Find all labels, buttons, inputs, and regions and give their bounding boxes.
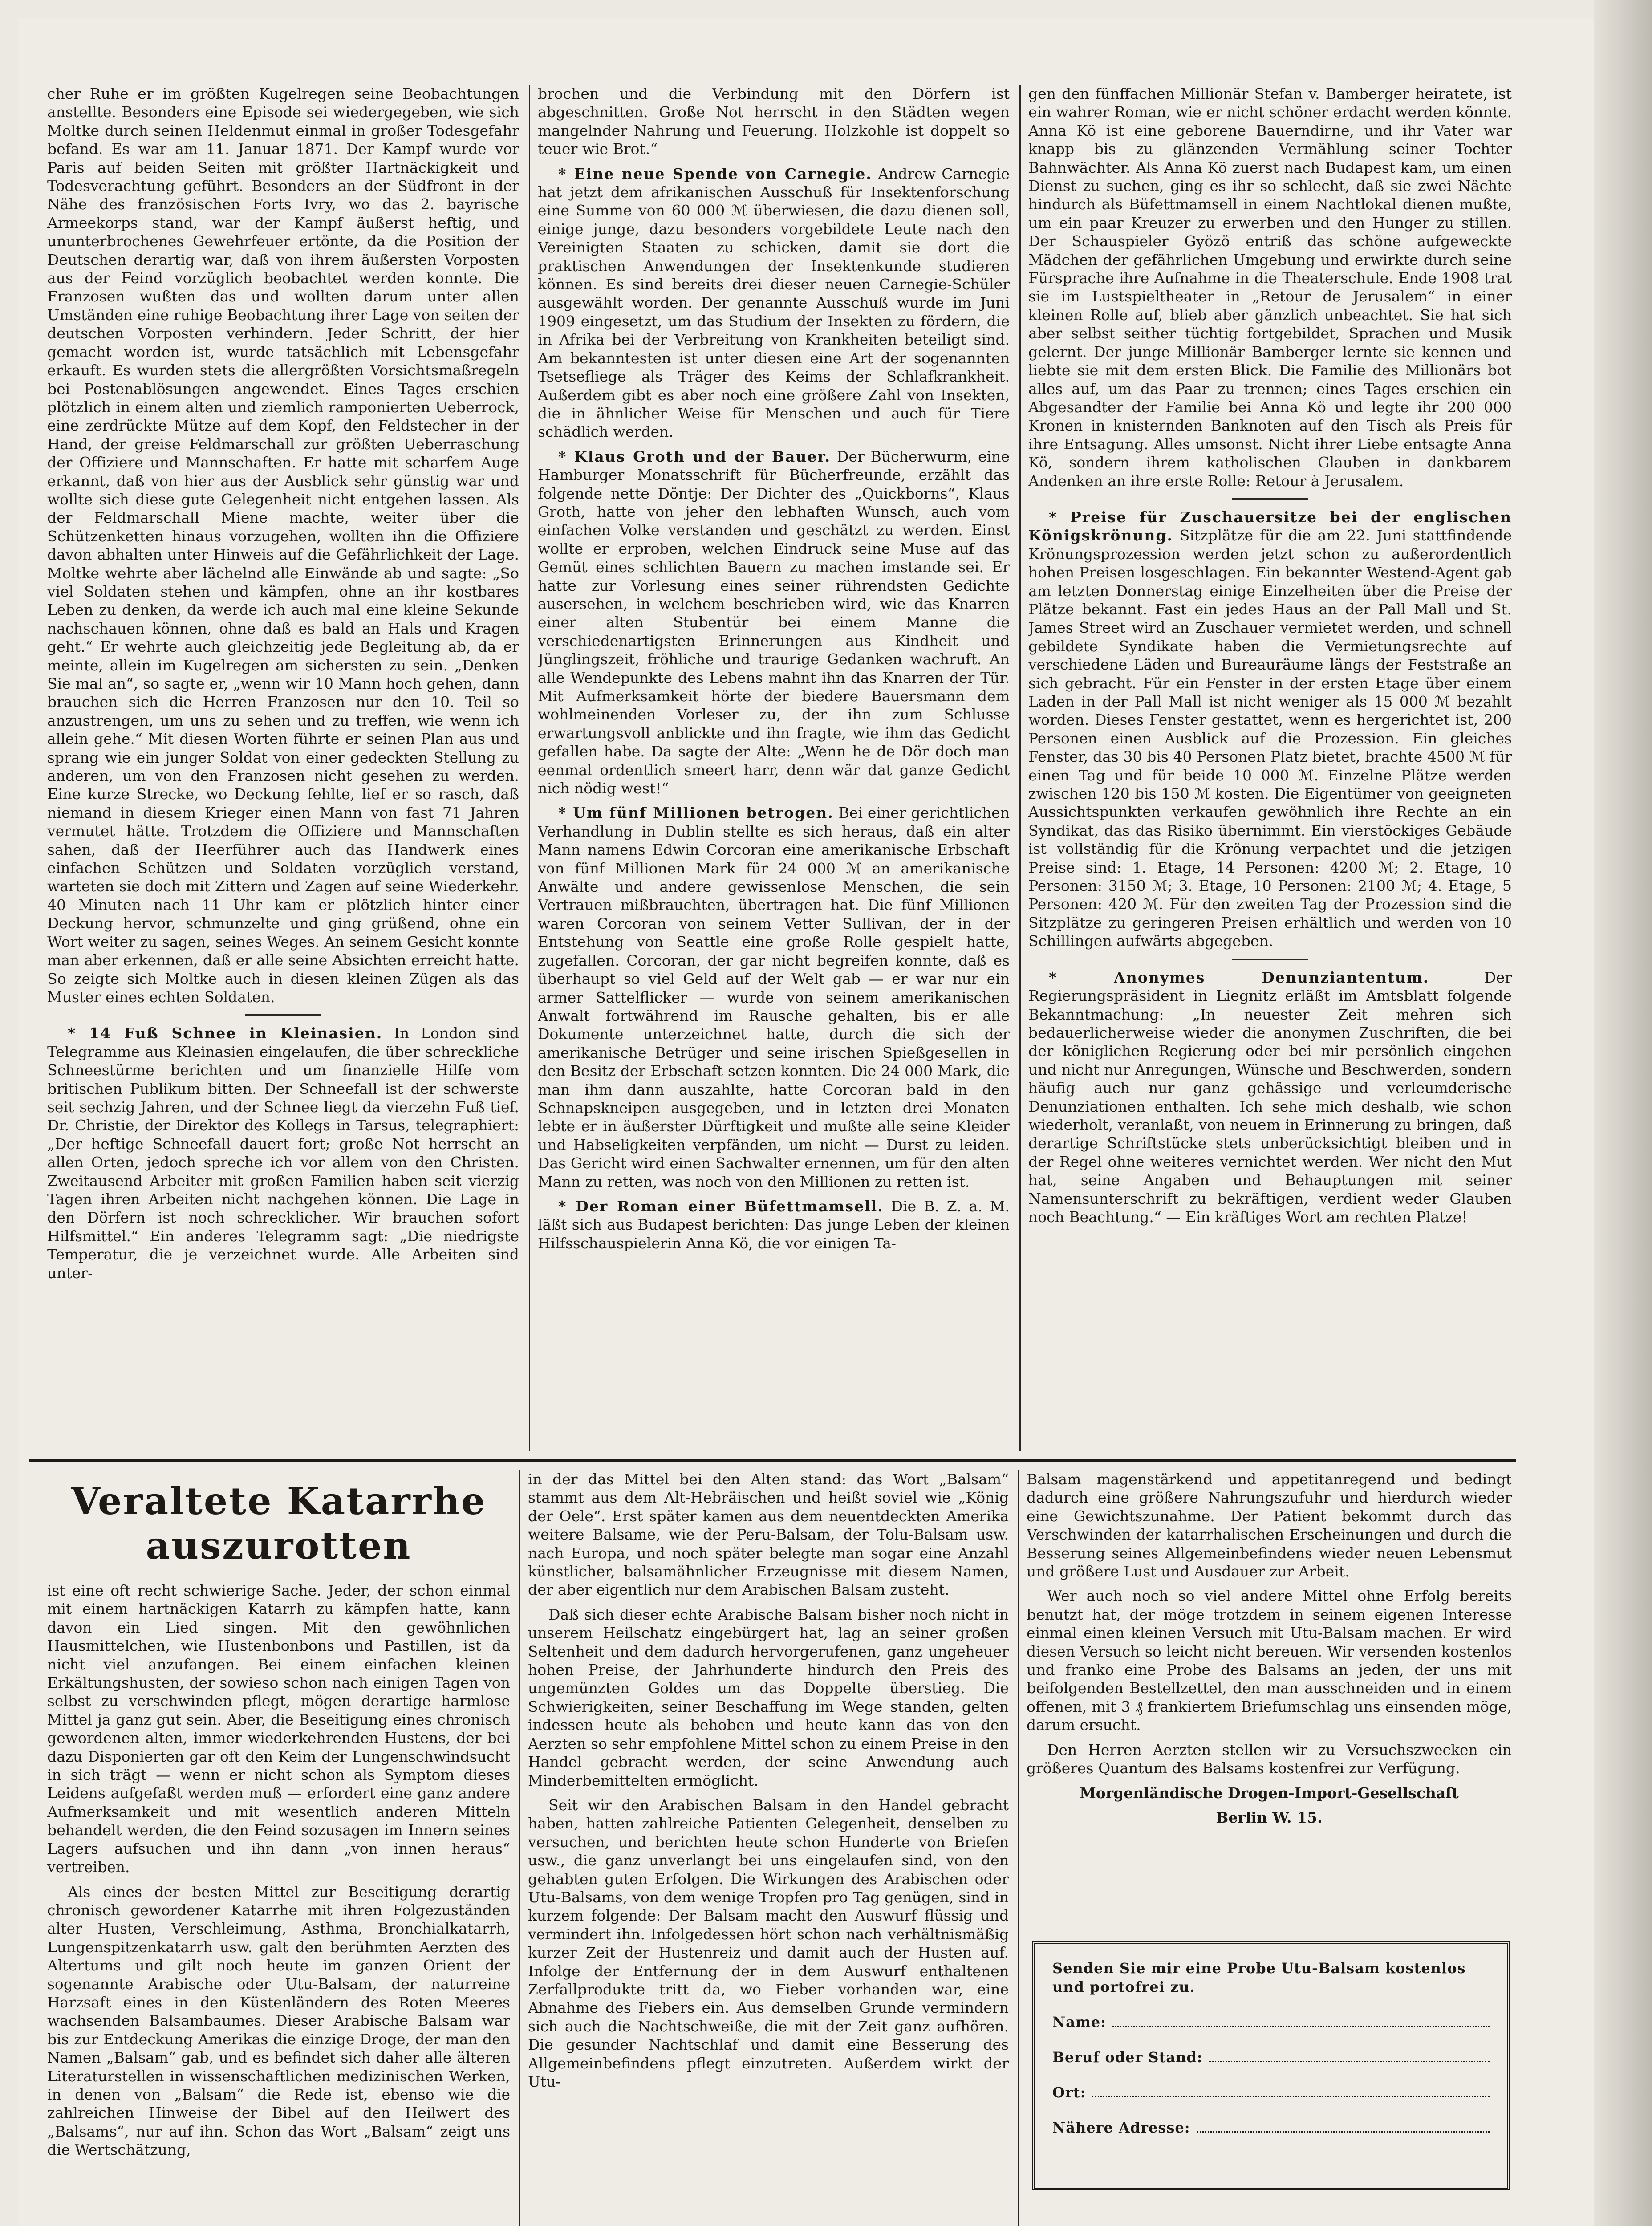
newspaper-page xyxy=(18,18,1611,2226)
job-label: Beruf oder Stand: xyxy=(1052,2049,1203,2066)
column-1 xyxy=(47,85,519,1447)
order-coupon xyxy=(1032,1941,1510,2190)
coupon-address-row xyxy=(1052,2118,1490,2137)
article-body: Andrew Carnegie hat jetzt dem afrikanischen Ausschuß für Insektenforschung eine Summe von 60 000 ℳ überwiesen, die dazu dienen soll, einige junge, dazu besonders vorgebildete Leute nach den Vereinigten Staaten zu schicken, damit sie dort die praktischen Anwendungen der Insektenkunde studieren können. Es sind bereits drei dieser neuen Carnegie-Schüler ausgewählt worden. Der genannte Ausschuß wurde im Juni 1909 eingesetzt, um das Studium der Insekten zu fördern, die in Afrika bei der Verbreitung von Krankheiten beteiligt sind. Am bekanntesten ist unter diesen eine Art der sogenannten Tsetsefliege als Träger des Keims der Schlafkrankheit. Außerdem gibt es aber noch eine größere Zahl von Insekten, die in ähnlicher Weise für Menschen und auch für Tiere schädlich werden. xyxy=(538,165,1010,441)
place-label: Ort: xyxy=(1052,2084,1086,2101)
name-label: Name: xyxy=(1052,2014,1107,2031)
page-edge-shadow xyxy=(1594,0,1652,2226)
ad-paragraph: in der das Mittel bei den Alten stand: das Wort „Balsam“ stammt aus dem Alt-Hebräischen und heißt soviel wie „König der Oele“. Erst später kamen aus dem neuentdeckten Amerika weitere Balsame, wie der Peru-Balsam, der Tolu-Balsam usw. nach Europa, und noch später belegte man sogar eine Anzahl künstlicher, balsamähnlicher Erzeugnisse mit diesem Namen, der aber eigentlich nur dem Arabischen Balsam zusteht. xyxy=(528,1470,1009,1599)
coupon-place-row xyxy=(1052,2083,1490,2102)
article-title: * Klaus Groth und der Bauer. xyxy=(558,447,831,465)
coronation-article xyxy=(1028,508,1512,951)
article-body: Die B. Z. a. M. läßt sich aus Budapest berichten: Das junge Leben der kleinen Hilfsschauspielerin Anna Kö, die vor einigen Ta- xyxy=(538,1197,1010,1252)
address-label: Nähere Adresse: xyxy=(1052,2119,1190,2136)
article-title: * Um fünf Millionen betrogen. xyxy=(558,804,834,822)
carnegie-article xyxy=(538,165,1010,441)
ad-column-3 xyxy=(1027,1470,1512,1933)
coupon-name-row xyxy=(1052,2012,1490,2031)
article-divider xyxy=(1232,498,1308,500)
ad-paragraph: Balsam magenstärkend und appetitanregend und bedingt dadurch eine größere Nahrungszufuhr und hierdurch wieder eine Gewichtszunahme. Der Patient bekommt durch das Verschwinden der katarrhalischen Erscheinungen und durch die Besserung seines Allgemeinbefindens wieder neuen Lebensmut und größere Lust und Ausdauer zur Arbeit. xyxy=(1027,1470,1512,1580)
coupon-job-row xyxy=(1052,2047,1490,2067)
advertisement-rule xyxy=(29,1459,1516,1462)
ad-column-2 xyxy=(528,1470,1009,2226)
column-3 xyxy=(1028,85,1512,1447)
lead-text: brochen und die Verbindung mit den Dörfern ist abgeschnitten. Große Not herrscht in den Städten wegen mangelnder Nahrung und Feuerung. Holzkohle ist doppelt so teuer wie Brot.“ xyxy=(538,85,1010,158)
ad-paragraph: Seit wir den Arabischen Balsam in den Handel gebracht haben, hatten zahlreiche Patienten Gelegenheit, denselben zu versuchen, und berichten heute schon Hunderte von Briefen usw., die ganz unverlangt bei uns eingelaufen sind, von den gehabten guten Erfolgen. Die Wirkungen des Arabischen oder Utu-Balsams, von dem wenige Tropfen pro Tag genügen, sind in kurzem folgende: Der Balsam macht den Auswurf flüssig und vermindert ihn. Infolgedessen hört schon nach verhältnismäßig kurzer Zeit der Hustenreiz und damit auch der Husten auf. Infolge der Entfernung der in dem Auswurf enthaltenen Zerfallprodukte tritt da, wo Fieber vorhanden war, eine Abnahme des Fiebers ein. Aus demselben Grunde vermindern sich auch die Nachtschweiße, die mit der Zeit ganz aufhören. Die gesunder Nachtschlaf und damit eine Besserung des Allgemeinbefindens pflegt einzutreten. Außerdem wirkt der Utu- xyxy=(528,1796,1009,2090)
article-title: * Anonymes Denunziantentum. xyxy=(1049,968,1429,986)
ad-paragraph: ist eine oft recht schwierige Sache. Jeder, der schon einmal mit einem hartnäckigen Katarrh zu kämpfen hatte, kann davon ein Lied singen. Mit den gewöhnlichen Hausmittelchen, wie Hustenbonbons und Pastillen, ist da nicht viel anzufangen. Bei einem einfachen kleinen Erkältungshusten, der sowieso schon nach einigen Tagen von selbst zu verschwinden pflegt, mögen derartige harmlose Mittel ja ganz gut sein. Aber, die Beseitigung eines chronisch gewordenen alten, immer wiederkehrenden Hustens, der bei dazu Disponierten gar oft den Keim der Lungenschwindsucht in sich trägt — wenn er nicht schon als Symptom dieses Leidens aufgefaßt werden muß — erfordert eine ganz andere Aufmerksamkeit und mit wesentlich anderen Mitteln behandelt werden, die den Feind sozusagen im Innern seines Lagers aufsuchen und ihn dann „von innen heraus“ vertreiben. xyxy=(47,1582,510,1876)
article-body: Sitzplätze für die am 22. Juni stattfindende Krönungsprozession werden jetzt schon zu außerordentlich hohen Preisen losgeschlagen. Ein bekannter Westend-Agent gab am letzten Donnerstag einige Einzelheiten über die Preise der Plätze bekannt. Fast ein jedes Haus an der Pall Mall und St. James Street wird an Zuschauer vermietet werden, und schnell gebildete Syndikate haben die Vermietungsrechte auf verschiedene Läden und Bureauräume längs der Feststraße an sich gebracht. Für ein Fenster in der ersten Etage über einem Laden in der Pall Mall ist nicht weniger als 15 000 ℳ bezahlt worden. Dieses Fenster gestattet, wenn es hergerichtet ist, 200 Personen einen Ausblick auf die Prozession. Ein gleiches Fenster, das 30 bis 40 Personen Platz bietet, brachte 4500 ℳ für einen Tag und für beide 10 000 ℳ. Einzelne Plätze werden zwischen 120 bis 150 ℳ kosten. Die Eigentümer von geeigneten Aussichtspunkten verkaufen gewöhnlich ihre Rechte an ein Syndikat, das das Risiko übernimmt. Ein vierstöckiges Gebäude ist vollständig für die Krönung verpachtet und die jetzigen Preise sind: 1. Etage, 14 Personen: 4200 ℳ; 2. Etage, 10 Personen: 3150 ℳ; 3. Etage, 10 Personen: 2100 ℳ; 4. Etage, 5 Personen: 420 ℳ. Für den zweiten Tag der Prozession sind die Sitzplätze zu geringeren Preisen erhältlich und werden von 10 Schillingen aufwärts abgegeben. xyxy=(1028,527,1512,950)
article-title: * 14 Fuß Schnee in Kleinasien. xyxy=(68,1024,383,1042)
groth-article xyxy=(538,447,1010,798)
place-field[interactable] xyxy=(1092,2083,1490,2097)
ad-paragraph: Daß sich dieser echte Arabische Balsam bisher noch nicht in unserem Heilschatz eingebürgert hat, lag an seiner großen Seltenheit und dem dadurch hervorgerufenen, ganz ungeheuer hohen Preise, der Jahrhunderte hindurch den Preis des ungemünzten Goldes um das Doppelte überstieg. Die Schwierigkeiten, seiner Beschaffung im Wege standen, gelten indessen heute als behoben und heute kann das von den Aerzten so sehr empfohlene Mittel schon zu einem Preise in den Handel gebracht werden, der seine Anwendung auch Minderbemittelten ermöglicht. xyxy=(528,1605,1009,1789)
moltke-article: cher Ruhe er im größten Kugelregen seine Beobachtungen anstellte. Besonders eine Episode sei wiedergegeben, wie sich Moltke durch seinen Heldenmut einmal in großer Todesgefahr befand. Es war am 11. Januar 1871. Der Kampf wurde vor Paris auf beiden Seiten mit größter Hartnäckigkeit und Todesverachtung geführt. Besonders an der Südfront in der Nähe des französischen Forts Ivry, wo das 2. bayrische Armeekorps stand, war der Kampf äußerst heftig, und ununterbrochenes Gewehrfeuer ertönte, da die Position der Deutschen derartig war, daß von ihrem äußersten Vorposten aus der Feind vorzüglich beobachtet werden konnte. Die Franzosen wußten das und wollten darum unter allen Umständen eine ruhige Beobachtung ihrer Lage von seiten der deutschen Vorposten verhindern. Jeder Schritt, der hier gemacht worden ist, wurde tatsächlich mit Lebensgefahr erkauft. Es wurden stets die allergrößten Vorsichtsmaßregeln bei Postenablösungen angewendet. Eines Tages erschien plötzlich in einem alten und ziemlich ramponierten Ueberrock, eine zerdrückte Mütze auf dem Kopf, den Feldstecher in der Hand, der greise Feldmarschall zur größten Ueberraschung der Offiziere und Mannschaften. Er hatte mit scharfem Auge erkannt, daß von hier aus der Ausblick sehr günstig war und wollte sich diese gute Gelegenheit nicht entgehen lassen. Als der Feldmarschall Miene machte, weiter über die Schützenketten hinaus vorzugehen, wollten ihn die Offiziere davon abhalten unter Hinweis auf die Gefährlichkeit der Lage. Moltke wehrte aber lächelnd alle Einwände ab und sagte: „So viel Soldaten stehen und kämpfen, ohne an ihr kostbares Leben zu denken, da werde ich auch mal eine kleine Sekunde nachschauen können, ohne daß es bald an Hals und Kragen geht.“ Er wehrte auch gleichzeitig jede Begleitung ab, da er meinte, allein im Kugelregen am sichersten zu sein. „Denken Sie mal an“, so sagte er, „wenn wir 10 Mann hoch gehen, dann brauchen sich die Herren Franzosen nur den 10. Teil so anzustrengen, um uns zu sehen und zu treffen, wie wenn ich allein gehe.“ Mit diesen Worten führte er seinen Plan aus und sprang wie ein junger Soldat von einer gedeckten Stellung zu anderen, um von den Franzosen nicht gesehen zu werden. Eine kurze Strecke, wo Deckung fehlte, lief er so rasch, daß niemand in diesem Krieger einen Mann von fast 71 Jahren vermutet hätte. Trotzdem die Offiziere und Mannschaften sahen, daß der Heerführer auch das Handwerk eines einfachen Schützen und Soldaten vorzüglich verstand, warteten sie doch mit Zittern und Zagen auf seine Wiederkehr. 40 Minuten nach 11 Uhr kam er plötzlich hinter einer Deckung hervor, schmunzelte und ging grüßend, ohne ein Wort weiter zu sagen, seines Weges. An seinem Gesicht konnte man aber erkennen, daß er alle seine Absichten erreicht hatte. So zeigte sich Moltke auch in diesen kleinen Zügen als das Muster eines echten Soldaten. xyxy=(47,85,519,1006)
article-body: Bei einer gerichtlichen Verhandlung in Dublin stellte es sich heraus, daß ein alter Mann namens Edwin Corcoran eine amerikanische Erbschaft von fünf Millionen Mark für 24 000 ℳ an amerikanische Anwälte und andere gewissenlose Menschen, die sein Vertrauen mißbrauchten, übertragen hat. Die fünf Millionen waren Corcoran von seinem Vetter Sullivan, der in der Entstehung von Seattle eine große Rolle gespielt hatte, zugefallen. Corcoran, der gar nicht begreifen konnte, daß es überhaupt so viel Geld auf der Welt gab — er war nur ein armer Sattelflicker — wurde von seinem amerikanischen Anwalt fortwährend im Rausche gehalten, bis er alle Dokumente unterzeichnet hatte, durch die sich der amerikanische Betrüger und seine irischen Spießgesellen in den Besitz der Erbschaft setzen konnten. Die 24 000 Mark, die man ihm dann auszahlte, hatte Corcoran bald in den Schnapskneipen ausgegeben, und in letzten drei Monaten lebte er in äußerster Dürftigkeit und mußte alle seine Kleider und Habseligkeiten verpfänden, um nicht — Durst zu leiden. Das Gericht wird einen Sachwalter ernennen, um für den alten Mann zu retten, was noch von den Millionen zu retten ist. xyxy=(538,804,1010,1190)
millionen-article xyxy=(538,804,1010,1191)
snow-article xyxy=(47,1024,519,1282)
column-rule xyxy=(1019,85,1021,1451)
article-title: * Der Roman einer Büfettmamsell. xyxy=(558,1197,884,1215)
article-divider xyxy=(245,1014,321,1016)
article-body: Der Regierungspräsident in Liegnitz erläßt im Amtsblatt folgende Bekanntmachung: „In neuester Zeit mehren sich bedauerlicherweise wieder die anonymen Zuschriften, die bei der königlichen Regierung oder bei mir persönlich eingehen und nicht nur Anregungen, Wünsche und Beschwerden, sondern häufig auch nur ganz gehässige und verleumderische Denunziationen enthalten. Ich sehe mich deshalb, wie schon wiederholt, veranlaßt, von neuem in Erinnerung zu bringen, daß derartige Schriftstücke stets unberücksichtigt bleiben und in der Regel ohne weiteres vernichtet werden. Wer nicht den Mut hat, seine Angaben und Behauptungen mit seiner Namensunterschrift zu bekräftigen, verdient weder Glauben noch Beachtung.“ — Ein kräftiges Wort am rechten Platze! xyxy=(1028,968,1512,1226)
ad-column-rule xyxy=(519,1470,520,2226)
ad-column-1 xyxy=(47,1470,510,2226)
article-body: In London sind Telegramme aus Kleinasien eingelaufen, die über schreckliche Schneestürme berichten und um finanzielle Hilfe vom britischen Publikum bitten. Der Schneefall ist der schwerste seit sechzig Jahren, und der Schnee liegt da vierzehn Fuß tief. Dr. Christie, der Direktor des Kollegs in Tarsus, telegraphiert: „Der heftige Schneefall dauert fort; große Not herrscht an allen Orten, jedoch spreche ich vor allem von den Christen. Zweitausend Arbeiter mit großen Familien haben seit vierzig Tagen ihren Arbeiten nicht nachgehen können. Die Lage in den Dörfern ist noch schrecklicher. Wir brauchen sofort Hilfsmittel.“ Ein anderes Telegramm sagt: „Die niedrigste Temperatur, die je verzeichnet wurde. Alle Arbeiten sind unter- xyxy=(47,1024,519,1282)
article-title: * Eine neue Spende von Carnegie. xyxy=(558,165,872,183)
ad-paragraph: Als eines der besten Mittel zur Beseitigung derartig chronisch gewordener Katarrhe mit ihren Folgezuständen alter Husten, Verschleimung, Asthma, Bronchialkatarrh, Lungenspitzenkatarrh usw. galt den berühmten Aerzten des Altertums und gilt noch heute im ganzen Orient der sogenannte Arabische oder Utu-Balsam, der naturreine Harzsaft eines in den Küstenländern des Roten Meeres wachsenden Balsambaumes. Dieser Arabische Balsam war bis zur Entdeckung Amerikas die einzige Droge, der man den Namen „Balsam“ gab, und es befindet sich daher alle älteren Literaturstellen in wissenschaftlichen medizinischen Werken, in denen von „Balsam“ die Rede ist, ebenso wie die zahlreichen Hinweise der Bibel auf den Heilwert des „Balsams“, nur auf ihn. Schon das Wort „Balsam“ zeigt uns die Wertschätzung, xyxy=(47,1883,510,2159)
article-divider xyxy=(1232,959,1308,960)
address-field[interactable] xyxy=(1197,2118,1490,2133)
ad-paragraph: Wer auch noch so viel andere Mittel ohne Erfolg bereits benutzt hat, der möge trotzdem in seinem eigenen Interesse einmal einen kleinen Versuch mit Utu-Balsam machen. Er wird diesen Versuch so leicht nicht bereuen. Wir versenden kostenlos und franko eine Probe des Balsams an jeden, der uns mit beifolgenden Bestellzettel, den man ausschneiden und in einem offenen, mit 3 ₰ frankiertem Briefumschlag uns einsenden möge, darum ersucht. xyxy=(1027,1587,1512,1734)
company-city: Berlin W. 15. xyxy=(1216,1808,1323,1826)
ad-headline: Veraltete Katarrhe auszurotten xyxy=(71,1479,487,1568)
column-2 xyxy=(538,85,1010,1447)
column-rule xyxy=(529,85,530,1451)
ad-column-rule xyxy=(1018,1470,1019,2226)
bueffet-article xyxy=(538,1197,1010,1252)
denunziant-article xyxy=(1028,968,1512,1227)
lead-text: gen den fünffachen Millionär Stefan v. Bamberger heiratete, ist ein wahrer Roman, wie er nicht schöner erdacht werden könnte. Anna Kö ist eine geborene Bauerndirne, und ihr Vater war knapp bis zu glänzenden Vermählung seiner Tochter Bahnwächter. Als Anna Kö zuerst nach Budapest kam, um einen Dienst zu suchen, ging es ihr so schlecht, daß sie zwei Nächte hindurch als Büfettmamsell in einem Nachtlokal dienen mußte, um ein paar Kreuzer zu erwerben und den Hunger zu stillen. Der Schauspieler Gyözö entriß das schöne aufgeweckte Mädchen der gefährlichen Umgebung und erwirkte durch seine Fürsprache ihre Aufnahme in die Theaterschule. Ende 1908 trat sie im Lustspieltheater in „Retour de Jerusalem“ in einer kleinen Rolle auf, blieb aber gänzlich unbeachtet. Sie hat sich aber selbst seither tüchtig fortgebildet, Sprachen und Musik gelernt. Der junge Millionär Bamberger lernte sie kennen und liebte sie mit dem ersten Blick. Die Familie des Millionärs bot alles auf, um das Paar zu trennen; eines Tages erschien ein Abgesandter der Familie bei Anna Kö und legte ihr 200 000 Kronen in knisternden Banknoten auf den Tisch als Preis für ihre Entsagung. Alles umsonst. Nicht ihrer Liebe entsagte Anna Kö, sondern ihrem katholischen Glauben in dankbarem Andenken an ihre erste Rolle: Retour à Jerusalem. xyxy=(1028,85,1512,490)
name-field[interactable] xyxy=(1112,2012,1490,2027)
coupon-heading: Senden Sie mir eine Probe Utu-Balsam kostenlos und portofrei zu. xyxy=(1052,1960,1466,1995)
company-name: Morgenländische Drogen-Import-Gesellschaft xyxy=(1080,1784,1459,1802)
ad-paragraph: Den Herren Aerzten stellen wir zu Versuchszwecken ein größeres Quantum des Balsams kostenfrei zur Verfügung. xyxy=(1027,1741,1512,1777)
article-body: Der Bücherwurm, eine Hamburger Monatsschrift für Bücherfreunde, erzählt das folgende nette Döntje: Der Dichter des „Quickborns“, Klaus Groth, hatte von jeher den lebhaften Wunsch, auch vom einfachen Volke verstanden und geschätzt zu werden. Einst wollte er erproben, welchen Eindruck seine Muse auf das Gemüt eines schlichten Bauern zu machen imstande sei. Er hatte zur Vorlesung eines seiner rührendsten Gedichte ausersehen, in welchem beschrieben wird, wie das Knarren einer alten Stubentür bei einem Manne die verschiedenartigsten Erinnerungen aus Kindheit und Jünglingszeit, fröhliche und traurige Gedanken wachruft. An alle Wendepunkte des Lebens mahnt ihn das Knarren der Tür. Mit Aufmerksamkeit hörte der biedere Bauersmann dem wohlmeinenden Vorleser zu, der ihn zum Schlusse erwartungsvoll anblickte und ihn fragte, wie ihm das Gedicht gefallen habe. Da sagte der Alte: „Wenn he de Dör doch man eenmal ordentlich smeert harr, denn wär dat ganze Gedicht nich nödig west!“ xyxy=(538,447,1010,797)
job-field[interactable] xyxy=(1209,2047,1490,2062)
article-title: * Preise für Zuschauersitze bei der englischen Königskrönung. xyxy=(1028,508,1512,544)
